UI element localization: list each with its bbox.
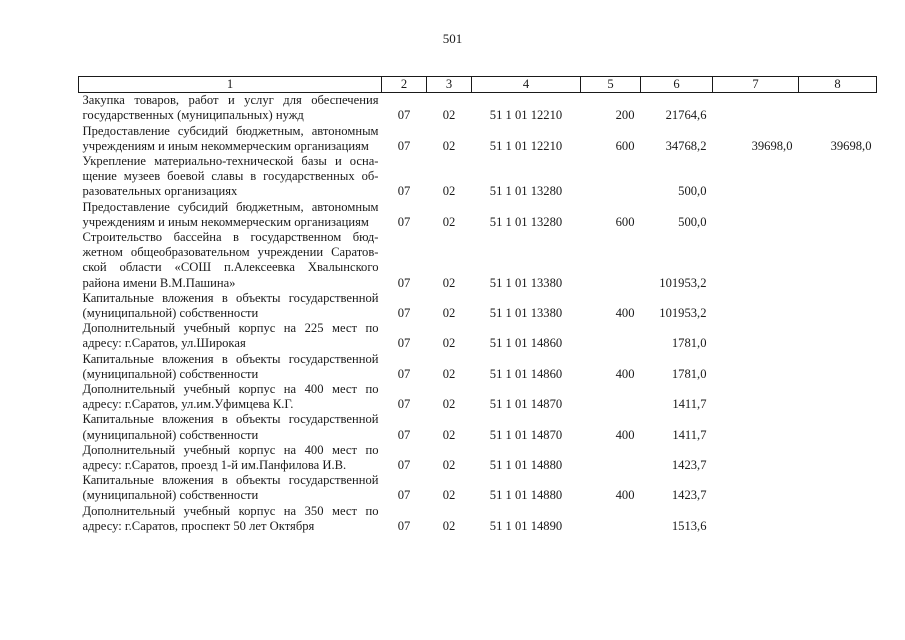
subsection-code: 02	[442, 184, 456, 199]
table-row	[79, 230, 877, 291]
expense-type-code: 200	[615, 108, 635, 123]
header-cell: 8	[799, 77, 877, 93]
table-row	[79, 443, 877, 473]
amount-year-1: 101953,2	[659, 275, 707, 290]
subsection-code: 02	[442, 336, 456, 351]
expense-type-code: 400	[615, 427, 635, 442]
header-cell: 3	[427, 77, 472, 93]
amount-year-3	[799, 321, 877, 351]
amount-year-1: 1423,7	[671, 458, 707, 473]
amount-year-2	[713, 93, 799, 124]
target-article-code: 51 1 01 14870	[489, 427, 563, 442]
target-article-code: 51 1 01 13380	[489, 275, 563, 290]
row-description: Дополнительный учебный корпус на 400 мест по адресу: г.Саратов, ул.им.Уфимцева К.Г.	[82, 382, 379, 412]
budget-table	[78, 76, 877, 534]
subsection-code: 02	[442, 214, 456, 229]
header-cell: 6	[641, 77, 713, 93]
amount-year-2	[713, 200, 799, 230]
expense-type-code: 400	[615, 488, 635, 503]
row-description: Капитальные вложения в объекты государственной (муниципальной) собственности	[82, 473, 379, 503]
expense-type-code	[581, 154, 641, 200]
amount-year-2	[713, 154, 799, 200]
subsection-code: 02	[442, 108, 456, 123]
section-code: 07	[397, 184, 411, 199]
amount-year-1: 21764,6	[665, 108, 707, 123]
row-description: Строительство бассейна в государственном бюджетном общеобразовательном учреждении Саратовской области «СОШ п.Алексеевка Хвалынского района имени В.М.Пашина»	[82, 230, 379, 290]
expense-type-code: 600	[615, 214, 635, 229]
row-description: Дополнительный учебный корпус на 350 мест по адресу: г.Саратов, проспект 50 лет Октября	[82, 503, 379, 533]
amount-year-2	[713, 443, 799, 473]
amount-year-1: 34768,2	[665, 138, 707, 153]
expense-type-code	[581, 321, 641, 351]
section-code: 07	[397, 458, 411, 473]
page-number: 501	[442, 31, 463, 46]
target-article-code: 51 1 01 14880	[489, 488, 563, 503]
amount-year-3	[799, 504, 877, 534]
section-code: 07	[397, 488, 411, 503]
subsection-code: 02	[442, 138, 456, 153]
row-description: Предоставление субсидий бюджетным, автономным учреждениям и иным некоммерческим организациям	[82, 123, 379, 153]
amount-year-3	[799, 443, 877, 473]
header-cell: 5	[581, 77, 641, 93]
amount-year-1: 1411,7	[672, 397, 707, 412]
subsection-code: 02	[442, 427, 456, 442]
section-code: 07	[397, 397, 411, 412]
amount-year-3	[799, 352, 877, 382]
row-description: Предоставление субсидий бюджетным, автономным учреждениям и иным некоммерческим организациям	[82, 199, 379, 229]
target-article-code: 51 1 01 12210	[489, 108, 563, 123]
amount-year-3	[799, 382, 877, 412]
section-code: 07	[397, 518, 411, 533]
table-row	[79, 93, 877, 124]
table-row	[79, 412, 877, 442]
table-row	[79, 321, 877, 351]
row-description: Закупка товаров, работ и услуг для обеспечения государственных (муниципальных) нужд	[82, 93, 379, 123]
row-description: Капитальные вложения в объекты государственной (муниципальной) собственности	[82, 290, 379, 321]
subsection-code: 02	[442, 488, 456, 503]
amount-year-1: 101953,2	[659, 306, 707, 321]
amount-year-3	[799, 412, 877, 442]
row-description: Капитальные вложения в объекты государственной (муниципальной) собственности	[82, 351, 379, 381]
expense-type-code: 400	[615, 366, 635, 381]
table-row	[79, 154, 877, 200]
amount-year-3	[799, 154, 877, 200]
amount-year-3	[799, 473, 877, 503]
row-description: Капитальные вложения в объекты государственной (муниципальной) собственности	[82, 412, 379, 442]
header-cell: 4	[472, 77, 581, 93]
amount-year-2	[713, 382, 799, 412]
target-article-code: 51 1 01 14870	[489, 397, 563, 412]
table-row	[79, 504, 877, 534]
target-article-code: 51 1 01 14860	[489, 336, 563, 351]
subsection-code: 02	[442, 306, 456, 321]
target-article-code: 51 1 01 13280	[489, 184, 563, 199]
header-cell: 2	[382, 77, 427, 93]
amount-year-3	[799, 230, 877, 291]
amount-year-2	[713, 230, 799, 291]
amount-year-1: 1781,0	[671, 366, 707, 381]
amount-year-3	[799, 200, 877, 230]
table-row	[79, 382, 877, 412]
section-code: 07	[397, 427, 411, 442]
table-row	[79, 291, 877, 321]
amount-year-1: 1411,7	[672, 427, 707, 442]
column-number-header	[79, 77, 877, 93]
row-description: Укрепление материально-технической базы и оснащение музеев боевой славы в государственных образовательных организациях	[82, 154, 379, 199]
header-cell: 1	[79, 77, 382, 93]
target-article-code: 51 1 01 12210	[489, 138, 563, 153]
amount-year-2	[713, 473, 799, 503]
amount-year-2	[713, 321, 799, 351]
amount-year-1: 1781,0	[671, 336, 707, 351]
section-code: 07	[397, 275, 411, 290]
subsection-code: 02	[442, 366, 456, 381]
subsection-code: 02	[442, 458, 456, 473]
amount-year-3	[799, 93, 877, 124]
expense-type-code	[581, 382, 641, 412]
table-body	[79, 77, 877, 535]
amount-year-2: 39698,0	[751, 138, 793, 153]
table-row	[79, 352, 877, 382]
target-article-code: 51 1 01 14890	[489, 518, 563, 533]
expense-type-code: 600	[615, 138, 635, 153]
amount-year-2	[713, 504, 799, 534]
section-code: 07	[397, 366, 411, 381]
subsection-code: 02	[442, 518, 456, 533]
amount-year-1: 1513,6	[671, 518, 707, 533]
row-description: Дополнительный учебный корпус на 225 мест по адресу: г.Саратов, ул.Широкая	[82, 321, 379, 351]
amount-year-3: 39698,0	[830, 138, 872, 153]
expense-type-code	[581, 443, 641, 473]
table-row	[79, 473, 877, 503]
section-code: 07	[397, 306, 411, 321]
subsection-code: 02	[442, 275, 456, 290]
expense-type-code: 400	[615, 306, 635, 321]
expense-type-code	[581, 230, 641, 291]
amount-year-1: 500,0	[678, 214, 707, 229]
section-code: 07	[397, 108, 411, 123]
section-code: 07	[397, 138, 411, 153]
target-article-code: 51 1 01 13280	[489, 214, 563, 229]
amount-year-2	[713, 352, 799, 382]
amount-year-2	[713, 291, 799, 321]
section-code: 07	[397, 336, 411, 351]
amount-year-1: 1423,7	[671, 488, 707, 503]
amount-year-1: 500,0	[678, 184, 707, 199]
target-article-code: 51 1 01 13380	[489, 306, 563, 321]
row-description: Дополнительный учебный корпус на 400 мест по адресу: г.Саратов, проезд 1-й им.Панфилова И.В.	[82, 442, 379, 473]
amount-year-2	[713, 412, 799, 442]
table-row	[79, 124, 877, 154]
subsection-code: 02	[442, 397, 456, 412]
target-article-code: 51 1 01 14860	[489, 366, 563, 381]
section-code: 07	[397, 214, 411, 229]
header-cell: 7	[713, 77, 799, 93]
expense-type-code	[581, 504, 641, 534]
amount-year-3	[799, 291, 877, 321]
target-article-code: 51 1 01 14880	[489, 458, 563, 473]
table-row	[79, 200, 877, 230]
